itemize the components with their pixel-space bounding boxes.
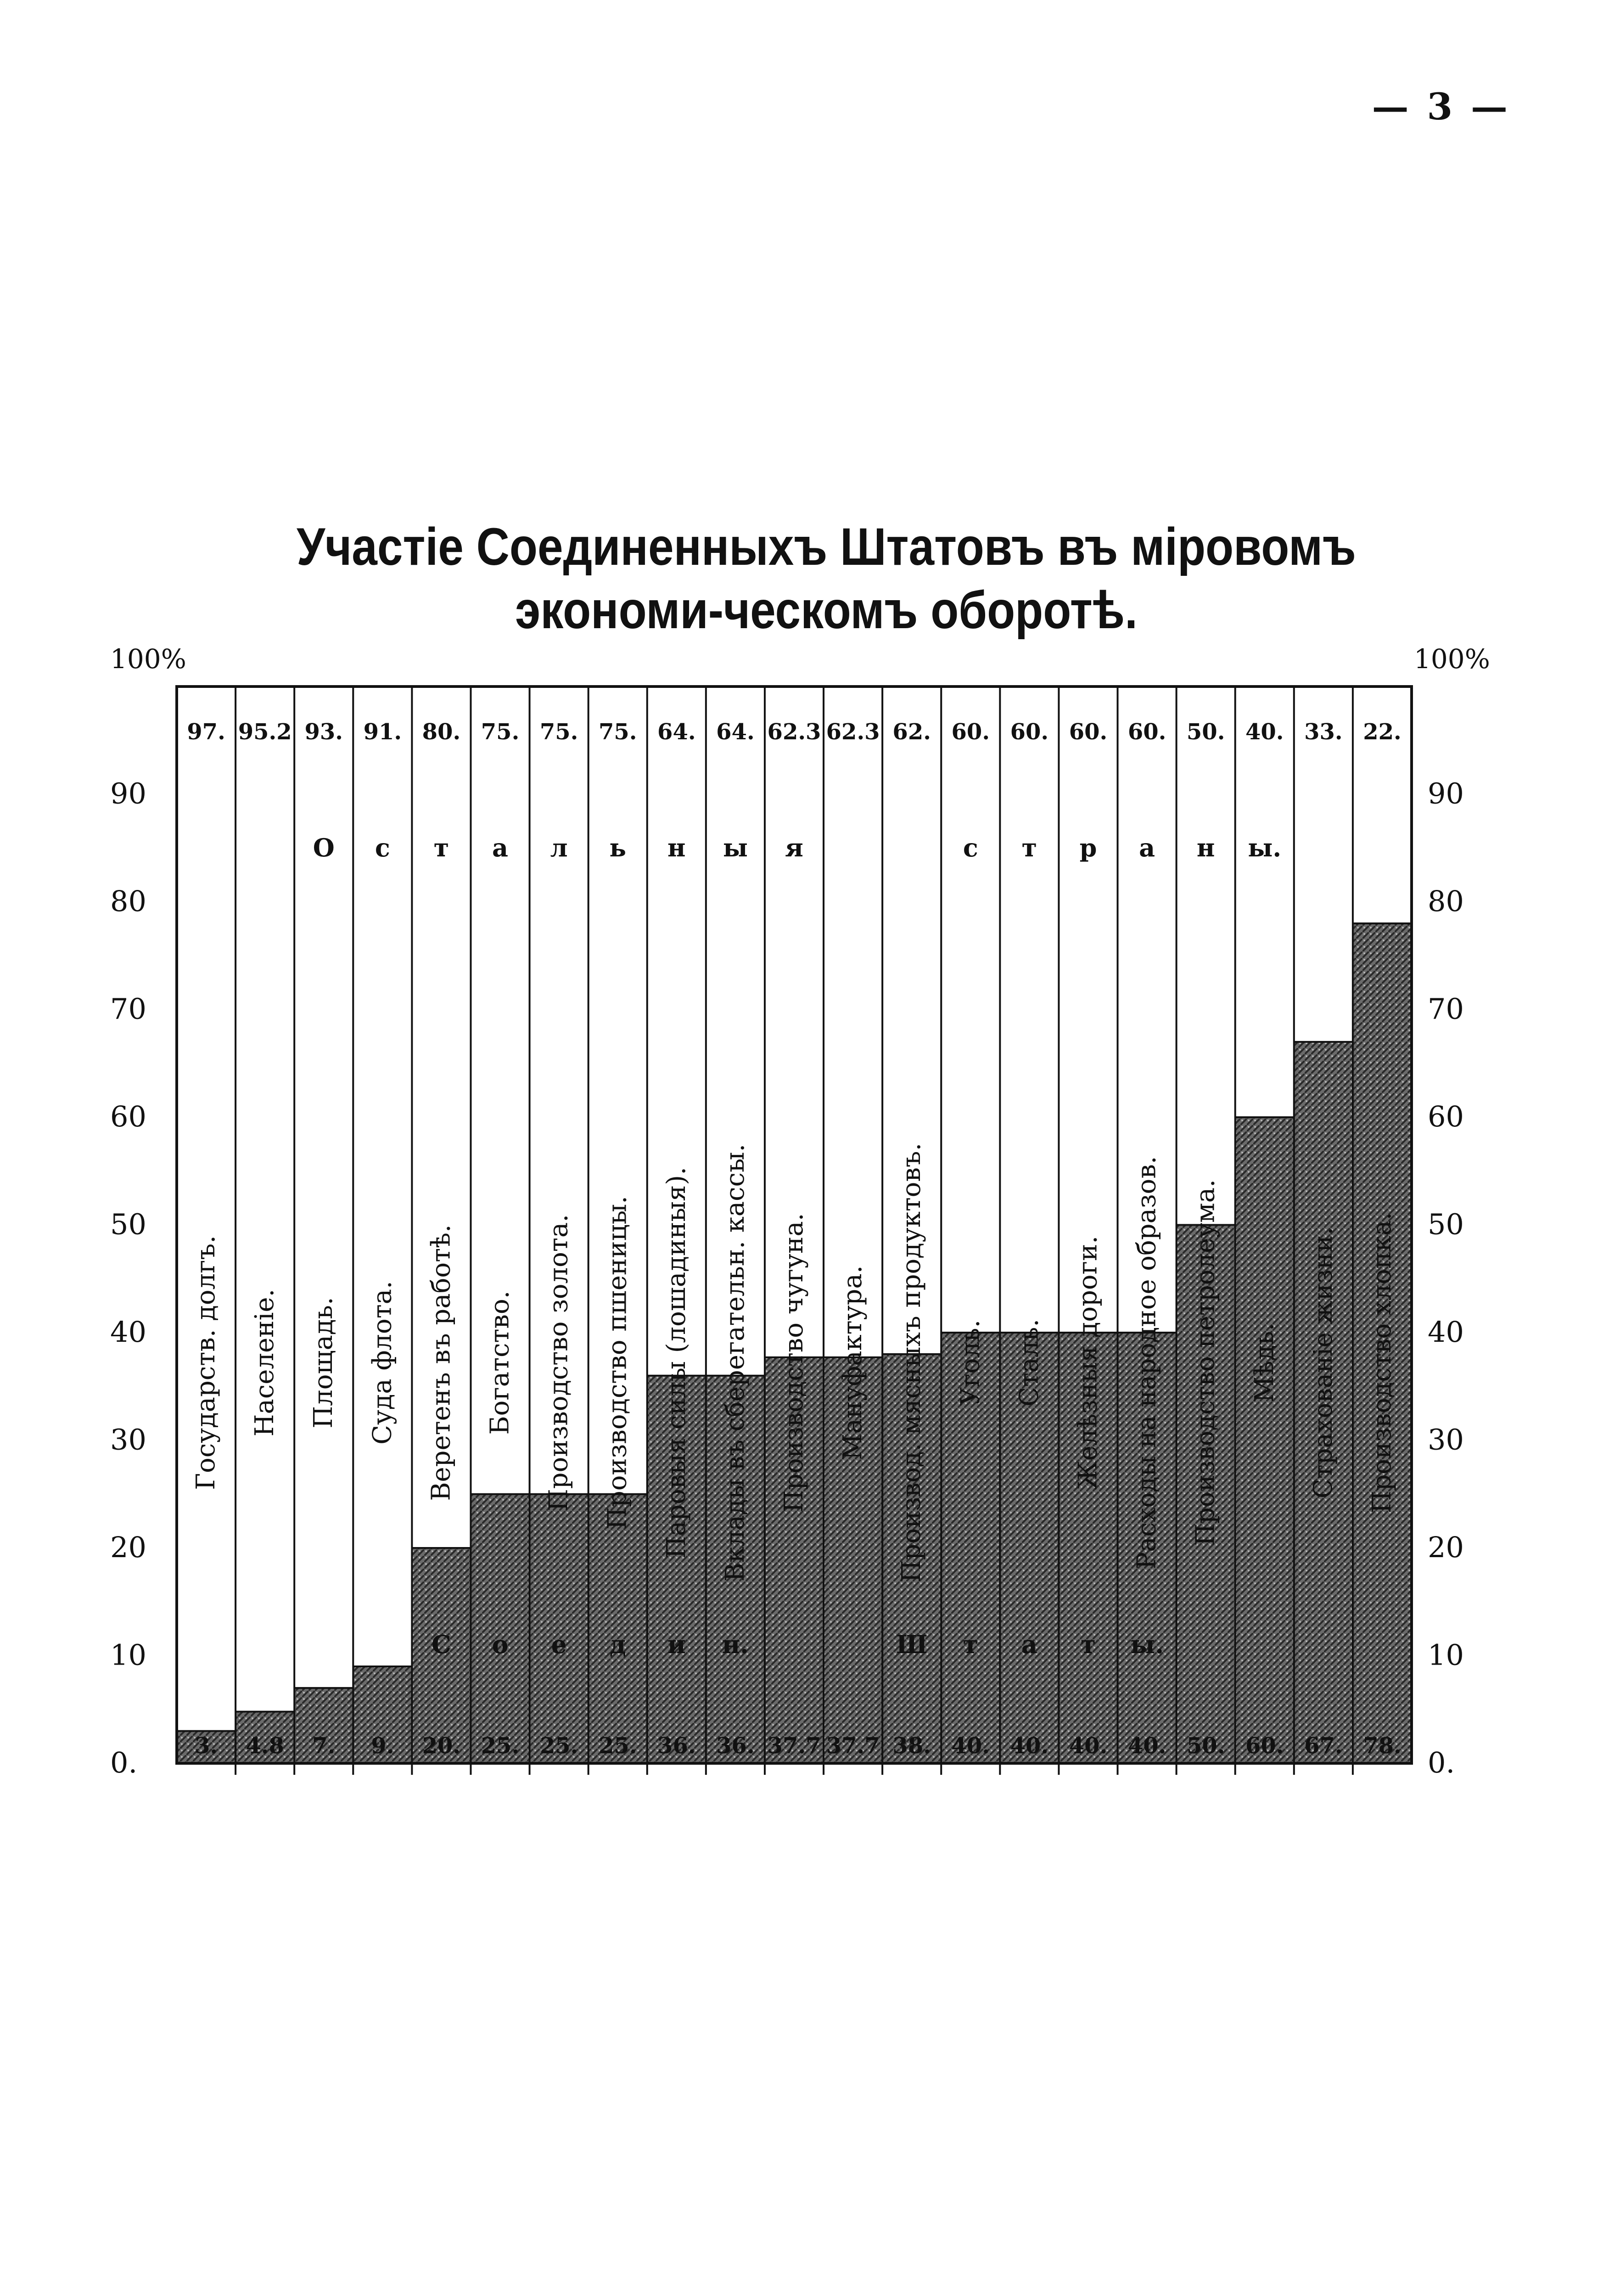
us-share-label-4: 9. <box>371 1733 394 1759</box>
lower-annotation-letter-15: а <box>1021 1630 1037 1660</box>
other-share-label-14: 60. <box>951 719 990 745</box>
lower-annotation-letter-14: т <box>963 1630 979 1660</box>
other-share-label-1: 97. <box>187 719 225 745</box>
other-share-label-6: 75. <box>481 719 520 745</box>
lower-annotation-letter-7: е <box>551 1630 567 1660</box>
upper-annotation-letter-6: а <box>492 833 509 862</box>
y-tick-left-90: 90 <box>110 777 146 810</box>
category-label-21: Производство хлопка. <box>1367 1212 1397 1514</box>
us-share-label-10: 36. <box>716 1733 755 1759</box>
lower-annotation-letter-9: и <box>667 1630 686 1660</box>
y-tick-left-70: 70 <box>110 992 146 1026</box>
chart-title: Участіе Соединенныхъ Штатовъ въ міровомъ экономи-ческомъ оборотѣ. <box>297 517 1356 640</box>
upper-annotation-letter-10: ы <box>723 833 748 862</box>
upper-annotation-letter-7: л <box>550 833 568 862</box>
us-share-label-2: 4.8 <box>246 1733 284 1759</box>
upper-annotation-letter-9: н <box>667 833 686 862</box>
lower-annotation-letter-6: о <box>492 1630 509 1660</box>
y-tick-right-50: 50 <box>1428 1207 1464 1241</box>
y-tick-left-30: 30 <box>110 1423 146 1457</box>
us-share-label-18: 50. <box>1186 1733 1225 1759</box>
other-share-label-11: 62.3 <box>767 719 821 745</box>
us-share-label-12: 37.7 <box>826 1733 880 1759</box>
top-left-100-percent-label: 100% <box>110 643 186 675</box>
lower-annotation-letter-13: Ш <box>896 1630 928 1660</box>
other-share-label-8: 75. <box>598 719 637 745</box>
us-share-label-20: 67. <box>1304 1733 1343 1759</box>
y-tick-left-50: 50 <box>110 1207 146 1241</box>
us-share-label-17: 40. <box>1127 1733 1166 1759</box>
y-tick-right-20: 20 <box>1428 1531 1464 1564</box>
other-share-label-10: 64. <box>716 719 755 745</box>
y-tick-left-10: 10 <box>110 1638 146 1672</box>
category-label-5: Веретенъ въ работѣ. <box>426 1224 456 1501</box>
us-share-label-13: 38. <box>892 1733 931 1759</box>
category-label-15: Сталь. <box>1014 1318 1044 1407</box>
y-tick-left-60: 60 <box>110 1100 146 1133</box>
y-tick-right-70: 70 <box>1428 992 1464 1026</box>
other-share-label-20: 33. <box>1304 719 1343 745</box>
bar-us-share-19 <box>1235 1117 1294 1763</box>
other-share-label-17: 60. <box>1127 719 1166 745</box>
us-share-label-19: 60. <box>1245 1733 1284 1759</box>
other-share-label-18: 50. <box>1186 719 1225 745</box>
us-share-label-15: 40. <box>1010 1733 1049 1759</box>
other-share-label-3: 93. <box>304 719 343 745</box>
bar-us-share-7 <box>530 1494 589 1763</box>
y-tick-right-30: 30 <box>1428 1423 1464 1457</box>
y-tick-right-0: 0. <box>1428 1746 1455 1779</box>
us-share-label-3: 7. <box>312 1733 336 1759</box>
lower-annotation-letter-8: д <box>609 1630 626 1660</box>
y-tick-right-10: 10 <box>1428 1638 1464 1672</box>
other-share-label-9: 64. <box>657 719 696 745</box>
category-label-11: Производство чугуна. <box>779 1213 809 1513</box>
category-label-16: Желѣзныя дороги. <box>1073 1235 1103 1490</box>
upper-annotation-letter-17: а <box>1139 833 1155 862</box>
bar-us-share-8 <box>589 1494 647 1763</box>
category-label-20: Страхованіе жизни. <box>1308 1227 1338 1499</box>
us-share-label-11: 37.7 <box>767 1733 821 1759</box>
us-share-label-6: 25. <box>481 1733 520 1759</box>
category-label-3: Площадь. <box>308 1297 339 1429</box>
other-share-label-19: 40. <box>1245 719 1284 745</box>
category-label-18: Производство петролеума. <box>1190 1179 1221 1546</box>
page-number: — 3 — <box>1372 85 1510 128</box>
upper-annotation-letter-4: с <box>375 833 390 862</box>
lower-annotation-letter-16: т <box>1080 1630 1096 1660</box>
other-share-label-5: 80. <box>422 719 461 745</box>
bar-us-share-6 <box>471 1494 529 1763</box>
category-label-7: Производство золота. <box>544 1214 574 1512</box>
category-label-8: Производство пшеницы. <box>602 1196 633 1530</box>
us-share-label-16: 40. <box>1069 1733 1108 1759</box>
upper-annotation-letter-8: ь <box>609 833 627 862</box>
category-label-14: Уголь. <box>955 1319 986 1406</box>
category-label-6: Богатство. <box>485 1290 515 1435</box>
other-share-label-7: 75. <box>539 719 578 745</box>
us-share-label-8: 25. <box>598 1733 637 1759</box>
lower-annotation-letter-5: С <box>431 1630 451 1660</box>
us-share-label-5: 20. <box>422 1733 461 1759</box>
us-share-label-1: 3. <box>194 1733 218 1759</box>
other-share-label-15: 60. <box>1010 719 1049 745</box>
category-label-19: Мѣдь. <box>1249 1322 1279 1403</box>
other-share-label-2: 95.2 <box>238 719 292 745</box>
upper-annotation-letter-11: я <box>785 833 803 862</box>
y-tick-left-20: 20 <box>110 1531 146 1564</box>
other-share-label-4: 91. <box>363 719 402 745</box>
bars <box>177 719 1412 1763</box>
lower-annotation-letter-10: н. <box>722 1630 749 1660</box>
upper-annotation-letter-3: О <box>313 833 335 862</box>
us-share-label-14: 40. <box>951 1733 990 1759</box>
category-label-12: Мануфактура. <box>838 1265 868 1460</box>
lower-annotation-letter-17: ы. <box>1130 1630 1164 1660</box>
upper-annotation-letter-5: т <box>433 833 449 862</box>
upper-annotation-letter-19: ы. <box>1248 833 1282 862</box>
upper-annotation-letter-16: р <box>1079 833 1097 862</box>
other-share-label-16: 60. <box>1069 719 1108 745</box>
category-label-9: Паровыя силы (лошадиныя). <box>661 1167 691 1559</box>
y-tick-right-40: 40 <box>1428 1315 1464 1349</box>
category-label-10: Вклады въ сберегательн. кассы. <box>720 1143 750 1582</box>
other-share-label-13: 62. <box>892 719 931 745</box>
us-share-label-9: 36. <box>657 1733 696 1759</box>
category-label-2: Населеніе. <box>250 1289 280 1437</box>
y-tick-left-40: 40 <box>110 1315 146 1349</box>
category-label-17: Расходы на народное образов. <box>1132 1156 1162 1570</box>
y-tick-left-80: 80 <box>110 884 146 918</box>
us-share-label-7: 25. <box>539 1733 578 1759</box>
upper-annotation-letter-14: с <box>963 833 978 862</box>
category-label-1: Государств. долгъ. <box>191 1235 221 1490</box>
other-share-label-21: 22. <box>1363 719 1402 745</box>
y-tick-left-0: 0. <box>110 1746 138 1779</box>
other-share-label-12: 62.3 <box>826 719 880 745</box>
y-tick-right-80: 80 <box>1428 884 1464 918</box>
upper-annotation-letter-18: н <box>1196 833 1215 862</box>
y-tick-right-90: 90 <box>1428 777 1464 810</box>
y-tick-right-60: 60 <box>1428 1100 1464 1133</box>
category-label-4: Суда флота. <box>367 1281 398 1445</box>
us-share-label-21: 78. <box>1363 1733 1402 1759</box>
top-right-100-percent-label: 100% <box>1414 643 1490 675</box>
upper-annotation-letter-15: т <box>1021 833 1037 862</box>
category-label-13: Производ. мясныхъ продуктовъ. <box>897 1142 927 1583</box>
